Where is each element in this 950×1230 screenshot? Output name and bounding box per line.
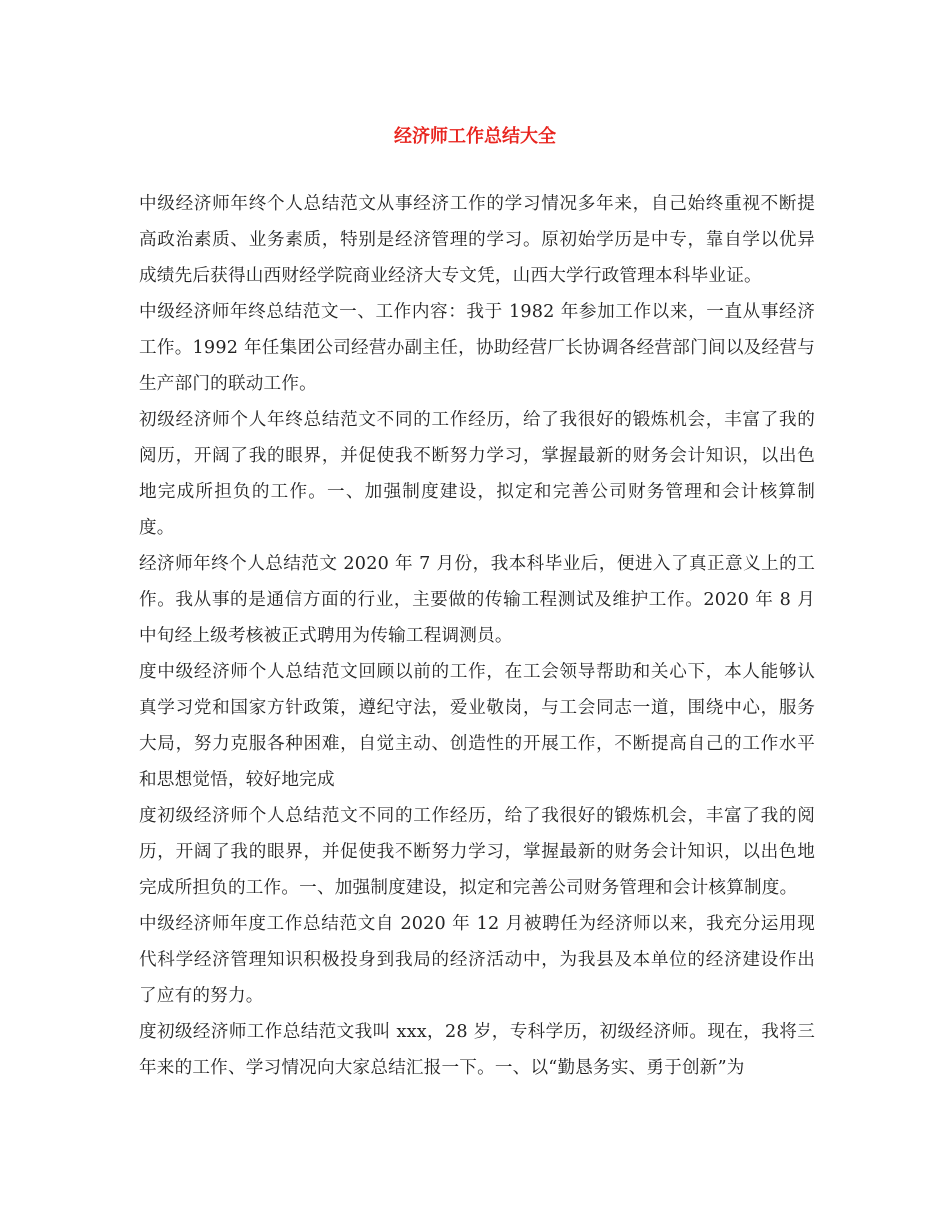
- document-title: 经济师工作总结大全: [394, 126, 556, 147]
- paragraph: 度初级经济师工作总结范文我叫 xxx，28 岁，专科学历，初级经济师。现在，我将三年来的工作、学习情况向大家总结汇报一下。一、以“勤恳务实、勇于创新”为: [139, 1022, 815, 1078]
- paragraph: 中级经济师年度工作总结范文自 2020 年 12 月被聘任为经济师以来，我充分运用现代科学经济管理知识积极投身到我局的经济活动中，为我县及本单位的经济建设作出了应有的努力。: [139, 914, 815, 1006]
- paragraph: 度中级经济师个人总结范文回顾以前的工作，在工会领导帮助和关心下，本人能够认真学习党和国家方针政策，遵纪守法，爱业敬岗，与工会同志一道，围绕中心，服务大局，努力克服各种困难，自觉主动、创造性的开展工作，不断提高自己的工作水平和思想觉悟，较好地完成: [139, 662, 815, 790]
- paragraph: 中级经济师年终个人总结范文从事经济工作的学习情况多年来，自己始终重视不断提高政治素质、业务素质，特别是经济管理的学习。原初始学历是中专，靠自学以优异成绩先后获得山西财经学院商业经济大专文凭，山西大学行政管理本科毕业证。: [139, 194, 815, 286]
- paragraph: 初级经济师个人年终总结范文不同的工作经历，给了我很好的锻炼机会，丰富了我的阅历，开阔了我的眼界，并促使我不断努力学习，掌握最新的财务会计知识，以出色地完成所担负的工作。一、加强制度建设，拟定和完善公司财务管理和会计核算制度。: [139, 410, 815, 538]
- paragraph: 经济师年终个人总结范文 2020 年 7 月份，我本科毕业后，便进入了真正意义上的工作。我从事的是通信方面的行业，主要做的传输工程测试及维护工作。2020 年 8 月中旬经上级考核被正式聘用为传输工程调测员。: [139, 554, 815, 646]
- document-body: [139, 186, 815, 1086]
- paragraph: 中级经济师年终总结范文一、工作内容：我于 1982 年参加工作以来，一直从事经济工作。1992 年任集团公司经营办副主任，协助经营厂长协调各经营部门间以及经营与生产部门的联动工作。: [139, 302, 815, 394]
- paragraph: 度初级经济师个人总结范文不同的工作经历，给了我很好的锻炼机会，丰富了我的阅历，开阔了我的眼界，并促使我不断努力学习，掌握最新的财务会计知识，以出色地完成所担负的工作。一、加强制度建设，拟定和完善公司财务管理和会计核算制度。: [139, 806, 815, 898]
